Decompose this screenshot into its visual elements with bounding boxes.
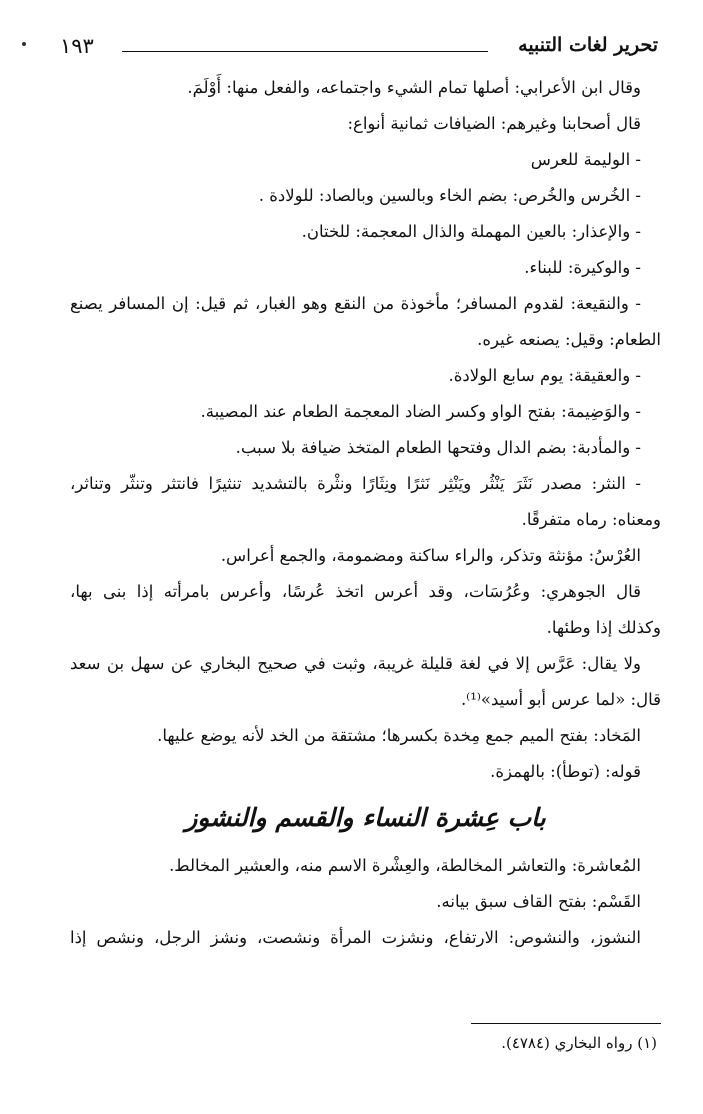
text-line: قال: «لما عرس أبو أسيد»⁽¹⁾. (460, 690, 661, 709)
list-item: - والمأدبة: بضم الدال وفتحها الطعام المتخذ ضيافة بلا سبب. (235, 438, 641, 457)
running-title: تحرير لغات التنبيه (518, 34, 658, 56)
list-item: - والإعذار: بالعين المهملة والذال المعجمة: للختان. (301, 222, 641, 241)
text-line: قال الجوهري: وعُرُسَات، وقد أعرس اتخذ عُرسًا، وأعرس بامرأته إذا بنى بها، (70, 582, 641, 601)
text-line: وقال ابن الأعرابي: أصلها تمام الشيء واجتماعه، والفعل منها: أَوْلَمَ. (187, 78, 641, 97)
text-line: النشوز، والنشوص: الارتفاع، ونشزت المرأة ونشصت، ونشز الرجل، ونشص إذا (70, 928, 641, 947)
text-line: قال أصحابنا وغيرهم: الضيافات ثمانية أنواع: (347, 114, 641, 133)
page-number: ١٩٣ (60, 34, 94, 58)
text-line: قوله: (توطأ): بالهمزة. (490, 762, 641, 781)
text-line: وكذلك إذا وطئها. (546, 618, 661, 637)
chapter-heading: باب عِشرة النساء والقسم والنشوز (185, 803, 546, 832)
list-item: - والنقيعة: لقدوم المسافر؛ مأخوذة من النقع وهو الغبار، ثم قيل: إن المسافر يصنع (70, 294, 641, 313)
page-speck (22, 42, 26, 46)
list-item: - النثر: مصدر نَثَرَ يَنْثُر ويَنْثِر نَثرًا ونِثَارًا ونثْرة بالتشديد تنثيرًا فانتثر وتنثّر وتناثر، (70, 474, 641, 493)
list-item: - والعقيقة: يوم سابع الولادة. (448, 366, 641, 385)
text-line: الطعام: وقيل: يصنعه غيره. (477, 330, 661, 349)
page-header (60, 28, 658, 62)
text-line: المُعاشرة: والتعاشر المخالطة، والعِشْرة الاسم منه، والعشير المخالط. (169, 856, 641, 875)
text-line: القَسْم: بفتح القاف سبق بيانه. (436, 892, 641, 911)
text-line: العُرْسُ: مؤنثة وتذكر، والراء ساكنة ومضمومة، والجمع أعراس. (220, 546, 641, 565)
list-item: - الخُرس والخُرص: بضم الخاء وبالسين وبالصاد: للولادة . (258, 186, 641, 205)
footnote-rule (471, 1023, 661, 1024)
list-item: - الوليمة للعرس (530, 150, 641, 169)
page-body (70, 70, 661, 956)
list-item: - والوكيرة: للبناء. (524, 258, 641, 277)
footnote: (١) رواه البخاري (٤٧٨٤). (501, 1034, 657, 1052)
text-line: ولا يقال: عَرَّس إلا في لغة قليلة غريبة، وثبت في صحيح البخاري عن سهل بن سعد (70, 654, 641, 673)
text-line: ومعناه: رماه متفرقًا. (521, 510, 661, 529)
list-item: - والوَضِيمة: بفتح الواو وكسر الضاد المعجمة الطعام عند المصيبة. (200, 402, 641, 421)
header-rule (122, 51, 488, 52)
text-line: المَخاد: بفتح الميم جمع مِخدة بكسرها؛ مشتقة من الخد لأنه يوضع عليها. (157, 726, 641, 745)
